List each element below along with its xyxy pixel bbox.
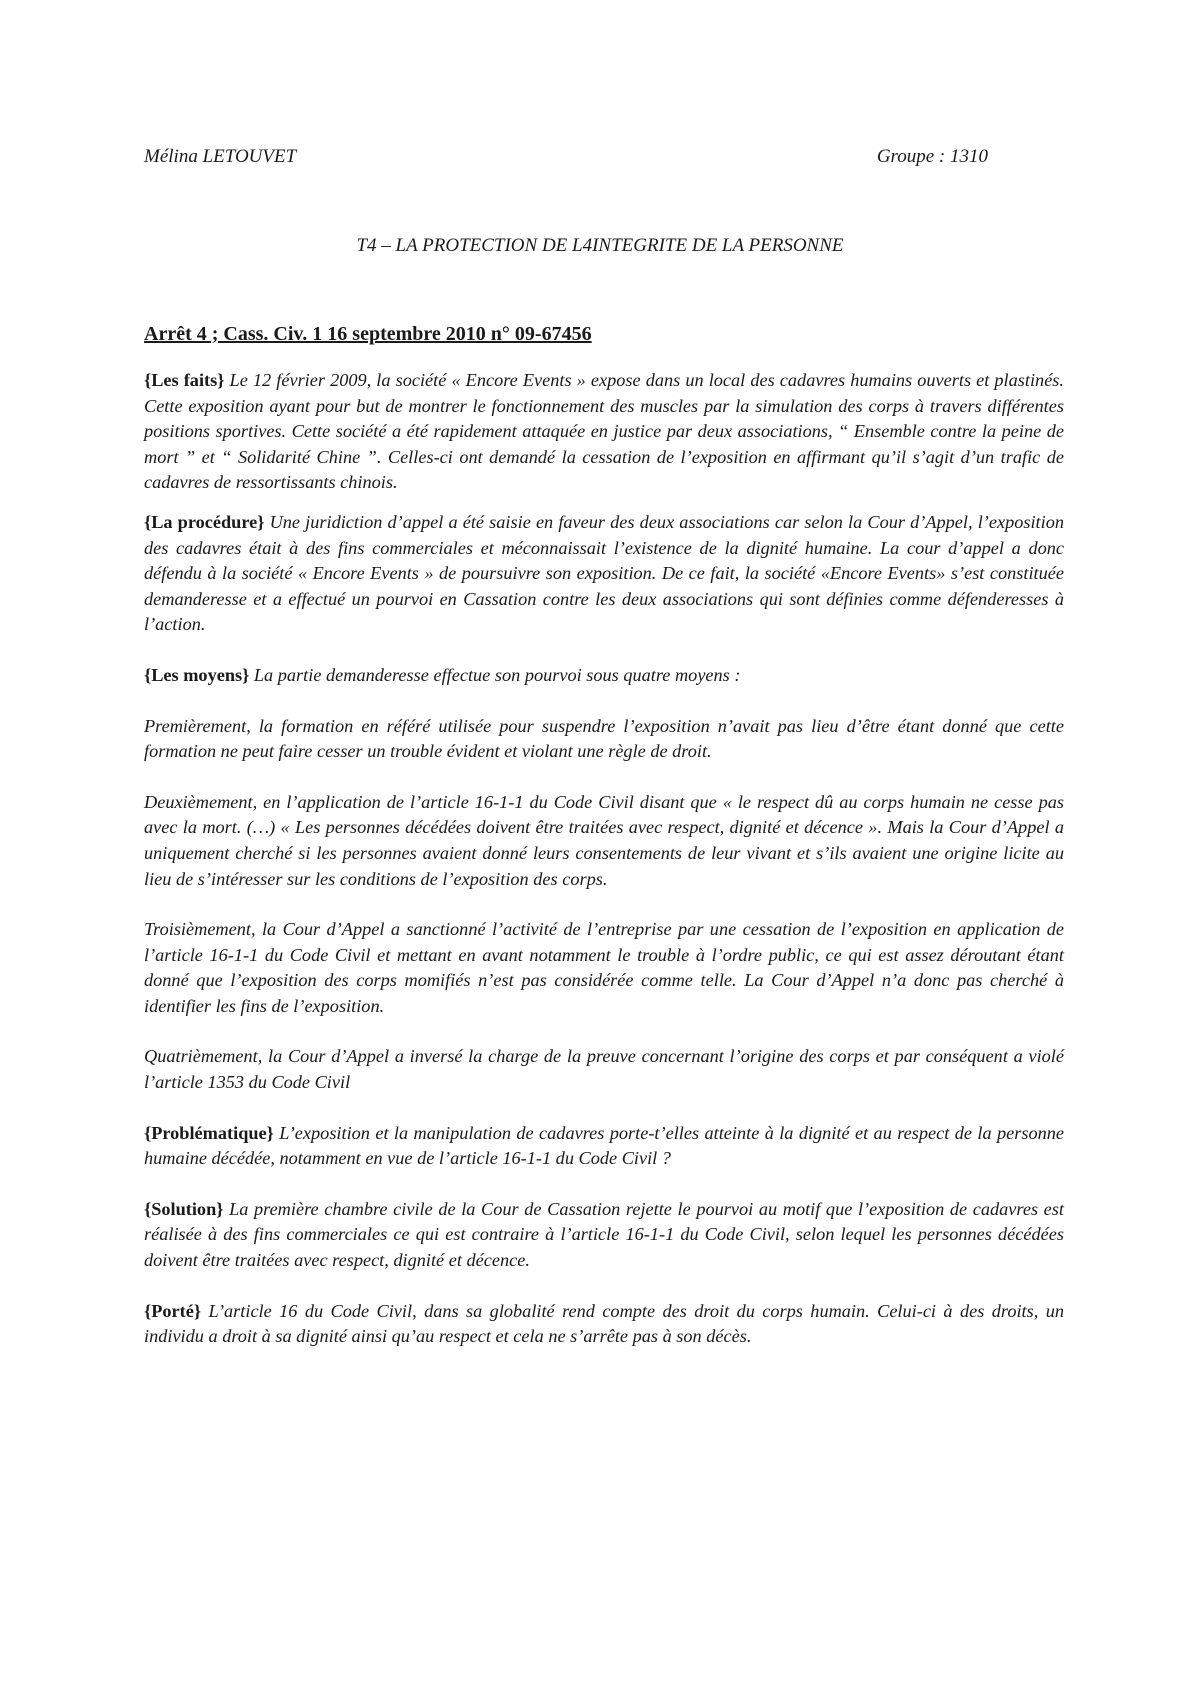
section-faits [144, 368, 1064, 496]
moyen-4: Quatrièmement, la Cour d’Appel a inversé la charge de la preuve concernant l’origine des corps et par conséquent a violé l’article 1353 du Code Civil [144, 1046, 1064, 1093]
section-label-problematique: {Problématique} [144, 1122, 274, 1143]
section-text-procedure: Une juridiction d’appel a été saisie en faveur des deux associations car selon la Cour d’Appel, l’exposition des cadavres était à des fins commerciales et méconnaissait l’existence de la dignité humaine. La cour d’appel a donc défendu à la société « Encore Events » de poursuivre son exposition. De ce fait, la société «Encore Events» s’est constituée demanderesse et a effectué un pourvoi en Cassation contre les deux associations qui sont définies comme défenderesses à l’action. [144, 511, 1065, 635]
section-label-porte: {Porté} [144, 1300, 202, 1321]
arret-heading: Arrêt 4 ; Cass. Civ. 1 16 septembre 2010 n° 09-67456 [144, 323, 592, 345]
moyen-1: Premièrement, la formation en référé utilisée pour suspendre l’exposition n’avait pas lieu d’être étant donné que cette formation ne peut faire cesser un trouble évident et violant une règle de droit. [144, 715, 1064, 762]
section-text-problematique: L’exposition et la manipulation de cadavres porte-t’elles atteinte à la dignité et au respect de la personne humaine décédée, notamment en vue de l’article 16-1-1 du Code Civil ? [144, 1122, 1064, 1169]
author-name: Mélina LETOUVET [144, 146, 297, 167]
section-text-faits: Le 12 février 2009, la société « Encore Events » expose dans un local des cadavres humains ouverts et plastinés. Cette exposition ayant pour but de montrer le fonctionnement des muscles par la simulation des corps à travers différentes positions sportives. Cette société a été rapidement attaquée en justice par deux associations, “ Ensemble contre la peine de mort ” et “ Solidarité Chine ”. Celles-ci ont demandé la cessation de l’exposition en affirmant qu’il s’agit d’un trafic de cadavres de ressortissants chinois. [144, 370, 1064, 493]
section-label-moyens: {Les moyens} [144, 664, 250, 685]
section-text-solution: La première chambre civile de la Cour de Cassation rejette le pourvoi au motif que l’exposition de cadavres est réalisée à des fins commerciales ce qui est contraire à l’article 16-1-1 du Code Civil, selon lequel les personnes décédées doivent être traitées avec respect, dignité et décence. [144, 1198, 1064, 1271]
document-title: T4 – LA PROTECTION DE L4INTEGRITE DE LA PERSONNE [356, 235, 844, 256]
section-procedure [144, 510, 1064, 638]
section-porte [144, 1299, 1064, 1350]
moyen-3: Troisièmement, la Cour d’Appel a sanctionné l’activité de l’entreprise par une cessation de l’exposition en application de l’article 16-1-1 du Code Civil et mettant en avant notamment le trouble à l’ordre public, ce qui est assez déroutant étant donné que l’exposition des corps momifiés n’est pas considérée comme telle. La Cour d’Appel n’a donc pas cherché à identifier les fins de l’exposition. [144, 919, 1064, 1016]
moyen-2: Deuxièmement, en l’application de l’article 16-1-1 du Code Civil disant que « le respect dû au corps humain ne cesse pas avec la mort. (…) « Les personnes décédées doivent être traitées avec respect, dignité et décence ». Mais la Cour d’Appel a uniquement cherché si les personnes avaient donné leurs consentements de leur vivant et s’ils avaient une origine licite au lieu de s’intéresser sur les conditions de l’exposition des corps. [144, 791, 1064, 889]
section-label-procedure: {La procédure} [144, 511, 265, 532]
section-text-moyens: La partie demanderesse effectue son pourvoi sous quatre moyens : [253, 664, 741, 685]
section-solution [144, 1197, 1064, 1274]
section-label-solution: {Solution} [144, 1198, 224, 1219]
section-problematique [144, 1121, 1064, 1172]
section-moyens [144, 663, 1064, 689]
section-label-faits: {Les faits} [144, 370, 225, 390]
section-text-porte: L’article 16 du Code Civil, dans sa globalité rend compte des droit du corps humain. Celui-ci à des droits, un individu a droit à sa dignité ainsi qu’au respect et cela ne s’arrête pas à son décès. [144, 1300, 1065, 1347]
document-body [144, 368, 1064, 1350]
group-number: Groupe : 1310 [876, 146, 988, 167]
